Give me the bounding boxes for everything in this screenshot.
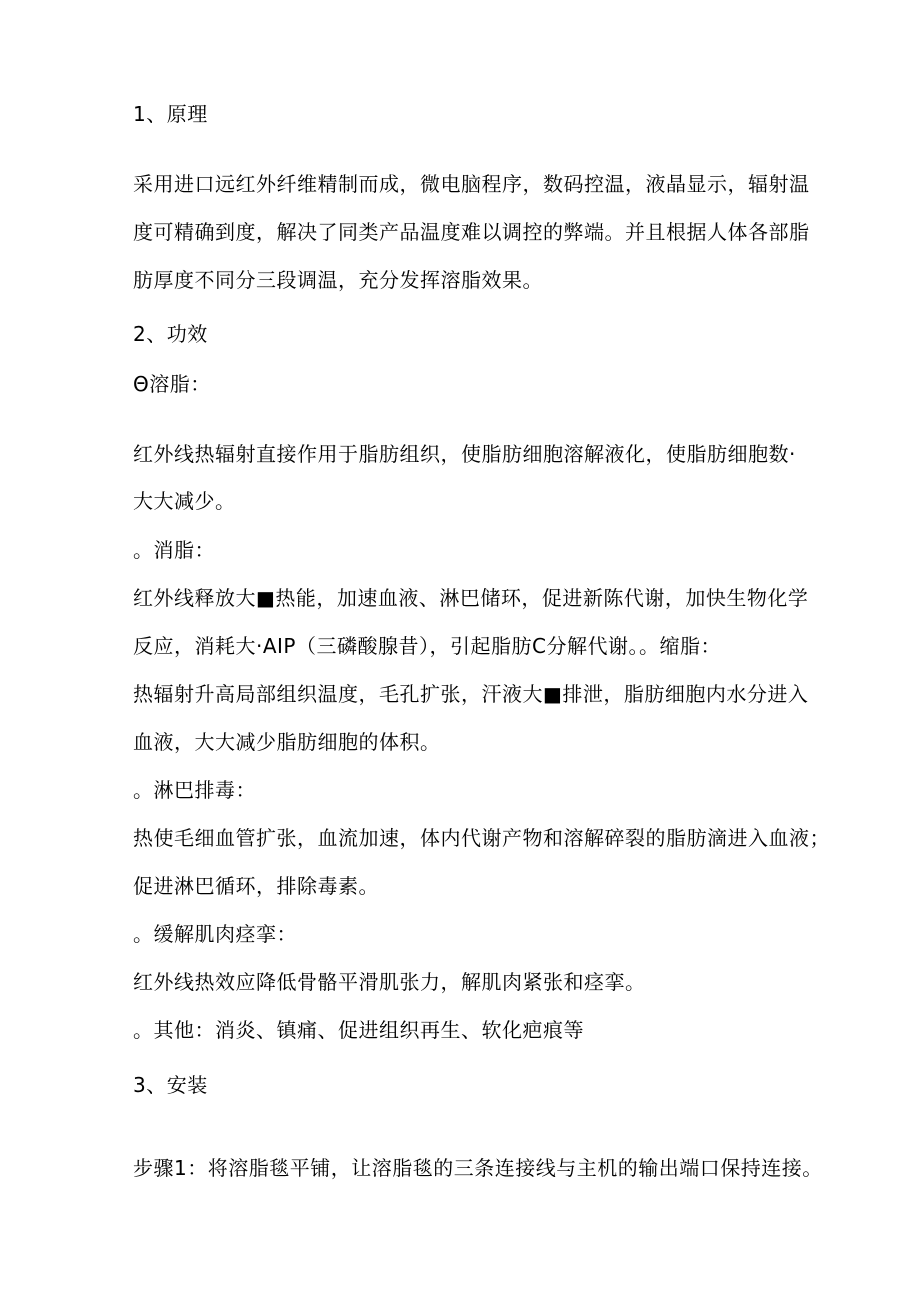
paragraph-line: 反应，消耗大·AIP（三磷酸腺昔），引起脂肪C分解代谢。。缩脂：: [133, 634, 721, 658]
paragraph-line: 红外线热辐射直接作用于脂肪组织，使脂肪细胞溶解液化，使脂肪细胞数·: [133, 442, 796, 466]
subheading-lymph-detox: 。淋巴排毒：: [133, 778, 256, 802]
paragraph-line: 热使毛细血管扩张，血流加速，体内代谢产物和溶解碎裂的脂肪滴进入血液；: [133, 826, 830, 850]
paragraph-line: 热辐射升高局部组织温度，毛孔扩张，汗液大■排泄，脂肪细胞内水分进入: [133, 682, 809, 706]
paragraph-line: 采用进口远红外纤维精制而成，微电脑程序，数码控温，液晶显示，辐射温: [133, 172, 810, 196]
paragraph-line: 红外线释放大■热能，加速血液、淋巴储环，促进新陈代谢，加快生物化学: [133, 586, 809, 610]
subheading-muscle-spasm: 。缓解肌肉痉挛：: [133, 922, 297, 946]
section-heading-efficacy: 2、功效: [133, 322, 208, 346]
paragraph-line: 肪厚度不同分三段调温，充分发挥溶脂效果。: [133, 268, 543, 292]
section-heading-installation: 3、安装: [133, 1073, 208, 1097]
paragraph-line: 大大减少。: [133, 489, 236, 513]
paragraph-line: 度可精确到度，解决了同类产品温度难以调控的弊端。并且根据人体各部脂: [133, 220, 810, 244]
subheading-fat-burn: 。消脂：: [133, 538, 215, 562]
section-heading-principle: 1、原理: [133, 102, 208, 126]
paragraph-line: 步骤1：将溶脂毯平铺，让溶脂毯的三条连接线与主机的输出端口保持连接。: [133, 1156, 823, 1180]
subheading-fat-dissolve: Θ溶脂：: [133, 372, 211, 396]
subheading-other: 。其他：消炎、镇痛、促进组织再生、软化疤痕等: [133, 1018, 584, 1042]
paragraph-line: 红外线热效应降低骨骼平滑肌张力，解肌肉紧张和痉挛。: [133, 970, 646, 994]
paragraph-line: 促进淋巴循环，排除毒素。: [133, 874, 379, 898]
paragraph-line: 血液，大大减少脂肪细胞的体积。: [133, 730, 441, 754]
